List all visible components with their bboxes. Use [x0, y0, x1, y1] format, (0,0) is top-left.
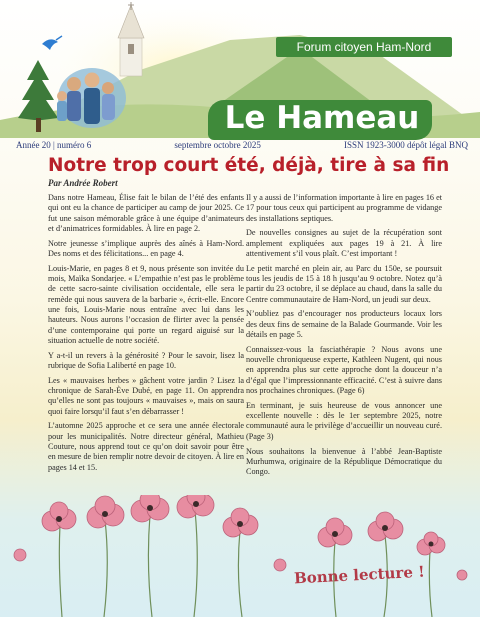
- bird-icon: [42, 36, 62, 50]
- newsletter-title: Le Hameau: [224, 100, 420, 136]
- forum-name-banner: Forum citoyen Ham-Nord: [276, 37, 452, 57]
- paragraph: Nous souhaitons la bienvenue à l’abbé Jean-Baptiste Murhumwa, originaire de la République Démocratique du Congo.: [246, 446, 442, 477]
- paragraph: De nouvelles consignes au sujet de la récupération sont amplement expliquées aux pages 19 à 21. À lire attentivement s’il vous plaît. C’est important !: [246, 228, 442, 258]
- issue-number: Année 20 | numéro 6: [16, 140, 92, 150]
- right-column: [246, 193, 442, 482]
- paragraph: N’oubliez pas d’encourager nos producteurs locaux lors des deux fins de semaine de la Balade Gourmande. Voir les détails en page 5.: [246, 309, 442, 340]
- article-headline: Notre trop court été, déjà, tire à sa fin: [48, 155, 450, 176]
- paragraph: Connaissez-vous la fasciathérapie ? Nous avons une nouvelle chroniqueuse experte, Kathleen Nugent, qui nous en apprendra plus sur cette approche dont la douceur n’a d’égal que l’impressionnante efficacité. C’est à suivre dans nos prochaines chroniques. (Page 6): [246, 344, 442, 396]
- paragraph: L’automne 2025 approche et ce sera une année électorale pour les municipalités. Notre directeur général, Mathieu Couture, nous apprend tout ce qu’on doit savoir pour être en mesure de bien remplir notre devoir de citoyen. À lire en pages 14 et 15.: [48, 421, 244, 472]
- paragraph: Le petit marché en plein air, au Parc du 150e, se poursuit tous les jeudis de 15 à 18 h jusqu’au 9 octobre. Notez qu’à partir du 23 octobre, il se déplace au chaud, dans la salle du Centre communautaire de Ham-Nord, un jeudi sur deux.: [246, 263, 442, 304]
- issue-date: septembre octobre 2025: [174, 140, 261, 150]
- paragraph: Y a-t-il un revers à la générosité ? Pour le savoir, lisez la rubrique de Sofia Laliberté en page 10.: [48, 350, 244, 370]
- masthead: [0, 0, 480, 138]
- article-byline: Par Andrée Robert: [48, 178, 118, 188]
- paragraph: Il y a aussi de l’information importante à lire en pages 16 et 17 pour tous ceux qui participent au programme de vidange des installations septiques.: [246, 193, 442, 223]
- left-column: [48, 193, 244, 477]
- signoff-text: Bonne lecture !: [293, 562, 426, 588]
- paragraph: Notre jeunesse s’implique auprès des aînés à Ham-Nord. Des noms et des félicitations... en page 4.: [48, 238, 244, 258]
- issue-info-bar: [16, 140, 468, 154]
- paragraph: Louis-Marie, en pages 8 et 9, nous présente son invitée du mois, Maïka Sondarjee. « L’empathie n’est pas le problème de cette sacro-sainte civilisation occidentale, elle sera le remède qui nous sauvera de la barbarie », écrit-elle. Encore une fois, Louis-Marie nous entraîne avec lui dans les hauteurs. Nous aurons l’occasion de flirter avec la pensée d’une contemporaine qui porte un regard aiguisé sur la situation actuelle de notre société.: [48, 263, 244, 345]
- poppy-flowers-illustration: [0, 495, 480, 617]
- paragraph: En terminant, je suis heureuse de vous annoncer une excellente nouvelle : dès le 1er septembre 2025, notre communauté aura le privilège d’accueillir un nouveau curé. (Page 3): [246, 400, 442, 441]
- paragraph: Dans notre Hameau, Élise fait le bilan de l’été des enfants qui ont eu la chance de participer au camp de jour 2025. Ce fut une saison mémorable grâce à une équipe d’animateurs et d’animatrices formidables. À lire en page 2.: [48, 193, 244, 233]
- issn-label: ISSN 1923-3000 dépôt légal BNQ: [344, 140, 468, 150]
- paragraph: Les « mauvaises herbes » gâchent votre jardin ? Lisez la chronique de Sarah-Ève Dubé, en page 11. On apprendra qu’elles ne sont pas toujours « mauvaises », mais on saura quoi faire lorsqu’il faut s’en débarrasser !: [48, 375, 244, 416]
